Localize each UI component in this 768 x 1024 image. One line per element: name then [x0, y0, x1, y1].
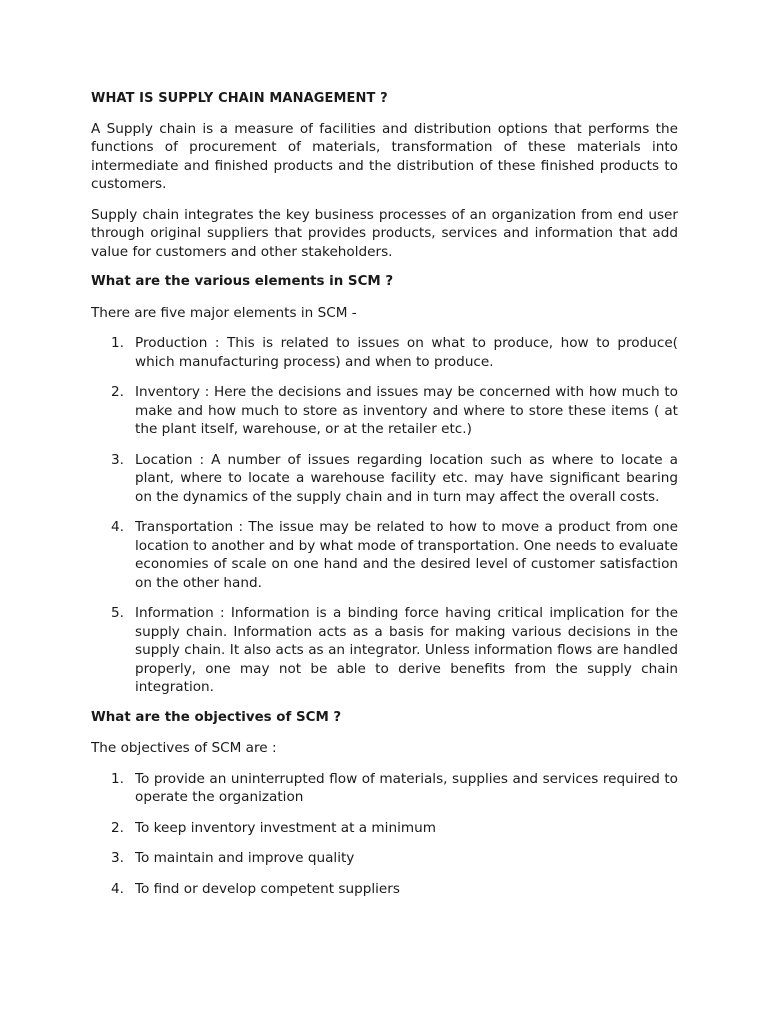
- list-item-text: Location : A number of issues regarding location such as where to locate a plant, where to locate a warehouse facility etc. may have significant bearing on the dynamics of the supply chain and in turn may affect the overall costs.: [135, 451, 678, 505]
- intro-paragraph-2: Supply chain integrates the key business processes of an organization from end user through original suppliers that provides products, services and information that add value for customers and other stakeholders.: [91, 206, 678, 260]
- objectives-heading: What are the objectives of SCM ?: [91, 709, 342, 725]
- list-number: 3.: [111, 850, 124, 866]
- list-item-text: To provide an uninterrupted flow of materials, supplies and services required to operate the organization: [135, 770, 678, 805]
- elements-list-item: [91, 383, 678, 439]
- elements-list-item: [91, 604, 678, 697]
- list-item-text: To find or develop competent suppliers: [135, 880, 400, 897]
- objectives-list-item: [91, 849, 678, 868]
- list-item-text: Inventory : Here the decisions and issues may be concerned with how much to make and how much to store as inventory and where to store these items ( at the plant itself, warehouse, or at the retailer etc.): [135, 384, 678, 437]
- objectives-lead: The objectives of SCM are :: [91, 740, 277, 756]
- page-title: WHAT IS SUPPLY CHAIN MANAGEMENT ?: [91, 91, 388, 106]
- elements-list-item: [91, 334, 678, 371]
- list-item-text: Information : Information is a binding force having critical implication for the supply chain. Information acts as a basis for making various decisions in the supply chain. It also acts as an integrator. Unless information flows are handled properly, one may not be able to derive benefits from the supply chain integration.: [135, 605, 678, 695]
- elements-lead: There are five major elements in SCM -: [91, 304, 357, 321]
- list-number: 2.: [111, 819, 124, 836]
- list-item-text: Transportation : The issue may be related to how to move a product from one location to another and by what mode of transportation. One needs to evaluate economies of scale on one hand and the desired level of customer satisfaction on the other hand.: [135, 519, 678, 591]
- elements-list: [91, 334, 678, 697]
- elements-list-item: [91, 518, 678, 592]
- list-number: 4.: [111, 880, 124, 897]
- list-number: 1.: [111, 770, 124, 787]
- objectives-list: [91, 770, 678, 899]
- objectives-list-item: [91, 770, 678, 807]
- list-number: 4.: [111, 519, 124, 535]
- list-item-text: To keep inventory investment at a minimum: [135, 819, 436, 836]
- list-number: 1.: [111, 335, 124, 351]
- list-item-text: To maintain and improve quality: [135, 850, 355, 866]
- intro-paragraph-1: A Supply chain is a measure of facilities and distribution options that performs the functions of procurement of materials, transformation of these materials into intermediate and finished products and the distribution of these finished products to customers.: [91, 120, 678, 192]
- list-number: 5.: [111, 605, 124, 621]
- list-number: 2.: [111, 384, 124, 400]
- objectives-list-item: [91, 819, 678, 838]
- elements-heading: What are the various elements in SCM ?: [91, 274, 394, 289]
- objectives-list-item: [91, 880, 678, 899]
- elements-list-item: [91, 451, 678, 507]
- list-number: 3.: [111, 451, 124, 468]
- document-body: [91, 90, 678, 910]
- list-item-text: Production : This is related to issues on what to produce, how to produce( which manufacturing process) and when to produce.: [135, 335, 678, 370]
